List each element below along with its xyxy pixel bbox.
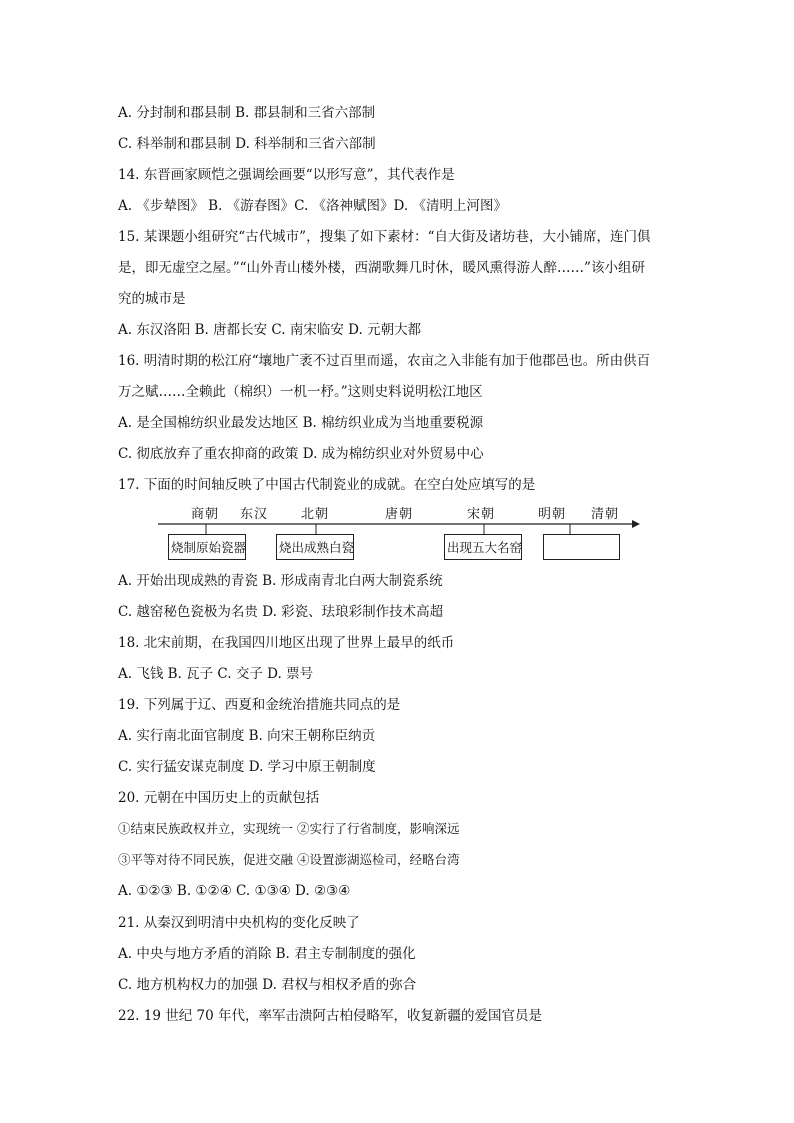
- q15-stem-line3: 究的城市是: [118, 291, 186, 307]
- box-shang: 烧制原始瓷器: [168, 534, 246, 560]
- q19-stem: 19. 下列属于辽、西夏和金统治措施共同点的是: [118, 697, 401, 713]
- q15-options: A. 东汉洛阳 B. 唐都长安 C. 南宋临安 D. 元朝大都: [118, 322, 422, 338]
- q18-options: A. 飞钱 B. 瓦子 C. 交子 D. 票号: [118, 666, 314, 682]
- q18-stem: 18. 北宋前期，在我国四川地区出现了世界上最早的纸币: [118, 635, 455, 651]
- era-beichao: 北朝: [301, 507, 330, 522]
- q21-options-cd: C. 地方机构权力的加强 D. 君权与相权矛盾的弥合: [118, 977, 417, 993]
- q19-options-cd: C. 实行猛安谋克制度 D. 学习中原王朝制度: [118, 759, 376, 775]
- q16-options-ab: A. 是全国棉纺织业最发达地区 B. 棉纺织业成为当地重要税源: [118, 415, 484, 431]
- era-tang: 唐朝: [385, 507, 414, 522]
- era-song: 宋朝: [467, 507, 496, 522]
- q16-options-cd: C. 彻底放弃了重农抑商的政策 D. 成为棉纺织业对外贸易中心: [118, 446, 484, 462]
- q20-item-34: ③平等对待不同民族，促进交融 ④设置澎湖巡检司，经略台湾: [118, 852, 460, 867]
- q21-options-ab: A. 中央与地方矛盾的消除 B. 君主专制制度的强化: [118, 946, 416, 962]
- q21-stem: 21. 从秦汉到明清中央机构的变化反映了: [118, 915, 360, 931]
- q17-stem: 17. 下面的时间轴反映了中国古代制瓷业的成就。在空白处应填写的是: [118, 477, 536, 493]
- q20-item-12: ①结束民族政权并立，实现统一 ②实行了行省制度，影响深远: [118, 821, 460, 836]
- porcelain-timeline: [158, 503, 640, 565]
- q13-options-ab: A. 分封制和郡县制 B. 郡县制和三省六部制: [118, 105, 376, 121]
- q19-options-ab: A. 实行南北面官制度 B. 向宋王朝称臣纳贡: [118, 728, 376, 744]
- era-ming: 明朝: [538, 507, 567, 522]
- q20-stem: 20. 元朝在中国历史上的贡献包括: [118, 790, 320, 806]
- q15-stem-line1: 15. 某课题小组研究“古代城市”，搜集了如下素材：“自大街及诸坊巷，大小铺席，连门俱: [118, 229, 651, 245]
- q14-options: A. 《步辇图》 B. 《游春图》C. 《洛神赋图》D. 《清明上河图》: [118, 198, 507, 214]
- q13-options-cd: C. 科举制和郡县制 D. 科举制和三省六部制: [118, 136, 376, 152]
- q16-stem-line2: 万之赋……全赖此（棉织）一机一杼。”这则史料说明松江地区: [118, 384, 483, 400]
- q22-stem: 22. 19 世纪 70 年代，率军击溃阿古柏侵略军，收复新疆的爱国官员是: [118, 1008, 542, 1024]
- q16-stem-line1: 16. 明清时期的松江府“壤地广袤不过百里而遥，农亩之入非能有加于他郡邑也。所由供百: [118, 353, 651, 369]
- q17-options-cd: C. 越窑秘色瓷极为名贵 D. 彩瓷、珐琅彩制作技术高超: [118, 604, 444, 620]
- q14-stem: 14. 东晋画家顾恺之强调绘画要“以形写意”，其代表作是: [118, 167, 455, 183]
- box-blank: [543, 534, 620, 560]
- box-song: 出现五大名窑: [444, 534, 522, 560]
- era-donghan: 东汉: [240, 507, 269, 522]
- era-qing: 清朝: [591, 507, 620, 522]
- q17-options-ab: A. 开始出现成熟的青瓷 B. 形成南青北白两大制瓷系统: [118, 573, 443, 589]
- q15-stem-line2: 是，即无虚空之屋。”“山外青山楼外楼，西湖歌舞几时休，暖风熏得游人醉……”该小组研: [118, 260, 645, 276]
- q20-options: A. ①②③ B. ①②④ C. ①③④ D. ②③④: [118, 883, 351, 899]
- box-beichao: 烧出成熟白瓷: [276, 534, 354, 560]
- era-shang: 商朝: [191, 507, 220, 522]
